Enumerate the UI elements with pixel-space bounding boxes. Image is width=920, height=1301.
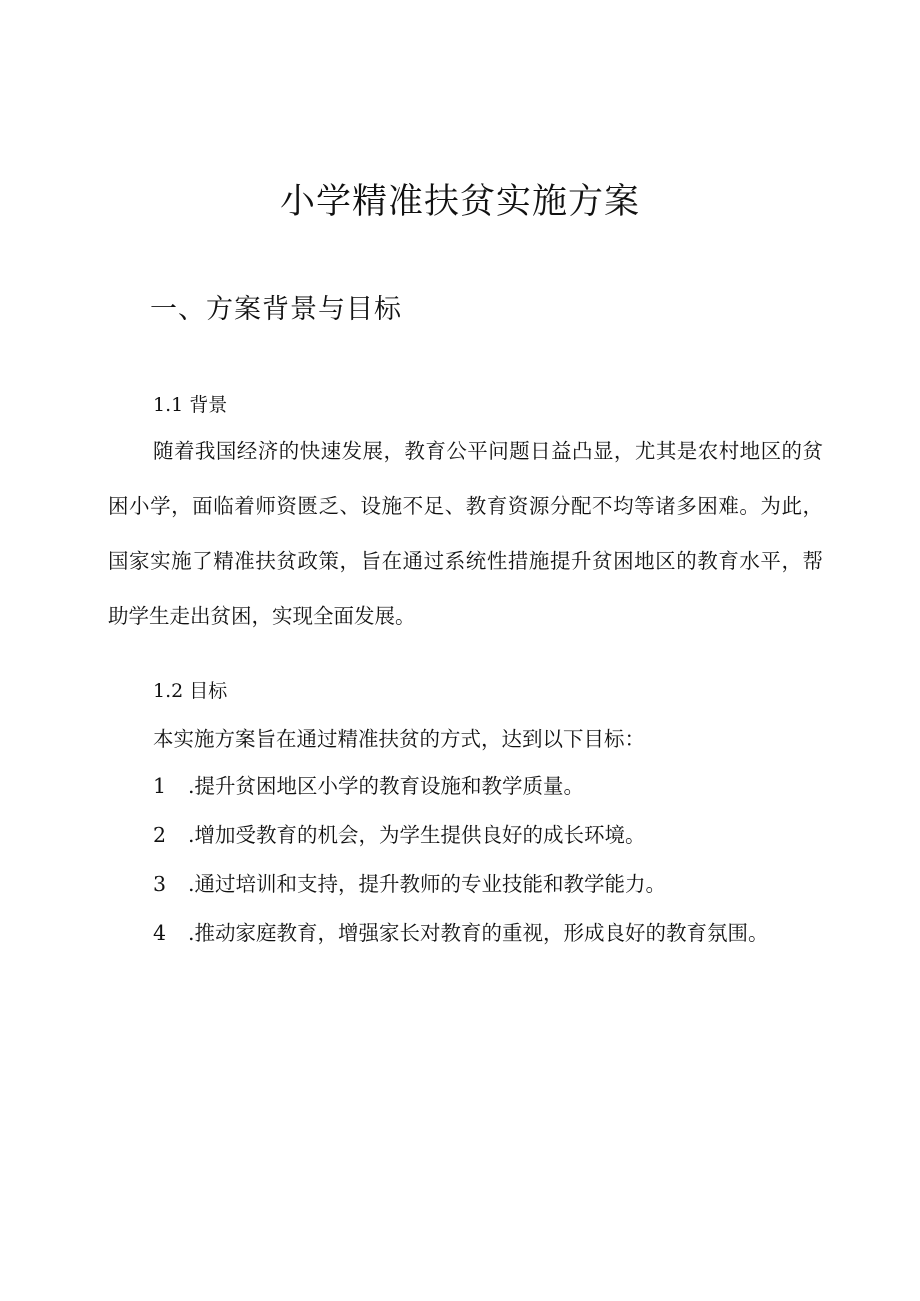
goal-number: 3 (153, 872, 167, 896)
goal-number: 1 (153, 774, 167, 798)
goal-number: 2 (153, 823, 167, 847)
goal-item (153, 771, 584, 801)
goal-item (153, 820, 646, 850)
document-title: 小学精准扶贫实施方案 (279, 182, 640, 222)
subsection-heading-goals: 1.2 目标 (153, 680, 228, 702)
background-paragraph: 随着我国经济的快速发展，教育公平问题日益凸显，尤其是农村地区的贫困小学，面临着师资匮乏、设施不足、教育资源分配不均等诸多困难。为此，国家实施了精准扶贫政策，旨在通过系统性措施提升贫困地区的教育水平，帮助学生走出贫困，实现全面发展。 (108, 439, 823, 628)
goal-item (153, 869, 666, 899)
goal-text: .通过培训和支持，提升教师的专业技能和教学能力。 (188, 872, 667, 896)
goal-number: 4 (153, 921, 167, 945)
goal-text: .提升贫困地区小学的教育设施和教学质量。 (188, 774, 585, 798)
subsection-heading-background: 1.1 背景 (153, 394, 228, 416)
goal-text: .增加受教育的机会，为学生提供良好的成长环境。 (188, 823, 646, 847)
goal-text: .推动家庭教育，增强家长对教育的重视，形成良好的教育氛围。 (188, 921, 769, 945)
goal-item (153, 918, 769, 948)
section-heading: 一、方案背景与目标 (150, 294, 402, 325)
goals-intro: 本实施方案旨在通过精准扶贫的方式，达到以下目标： (153, 727, 645, 751)
